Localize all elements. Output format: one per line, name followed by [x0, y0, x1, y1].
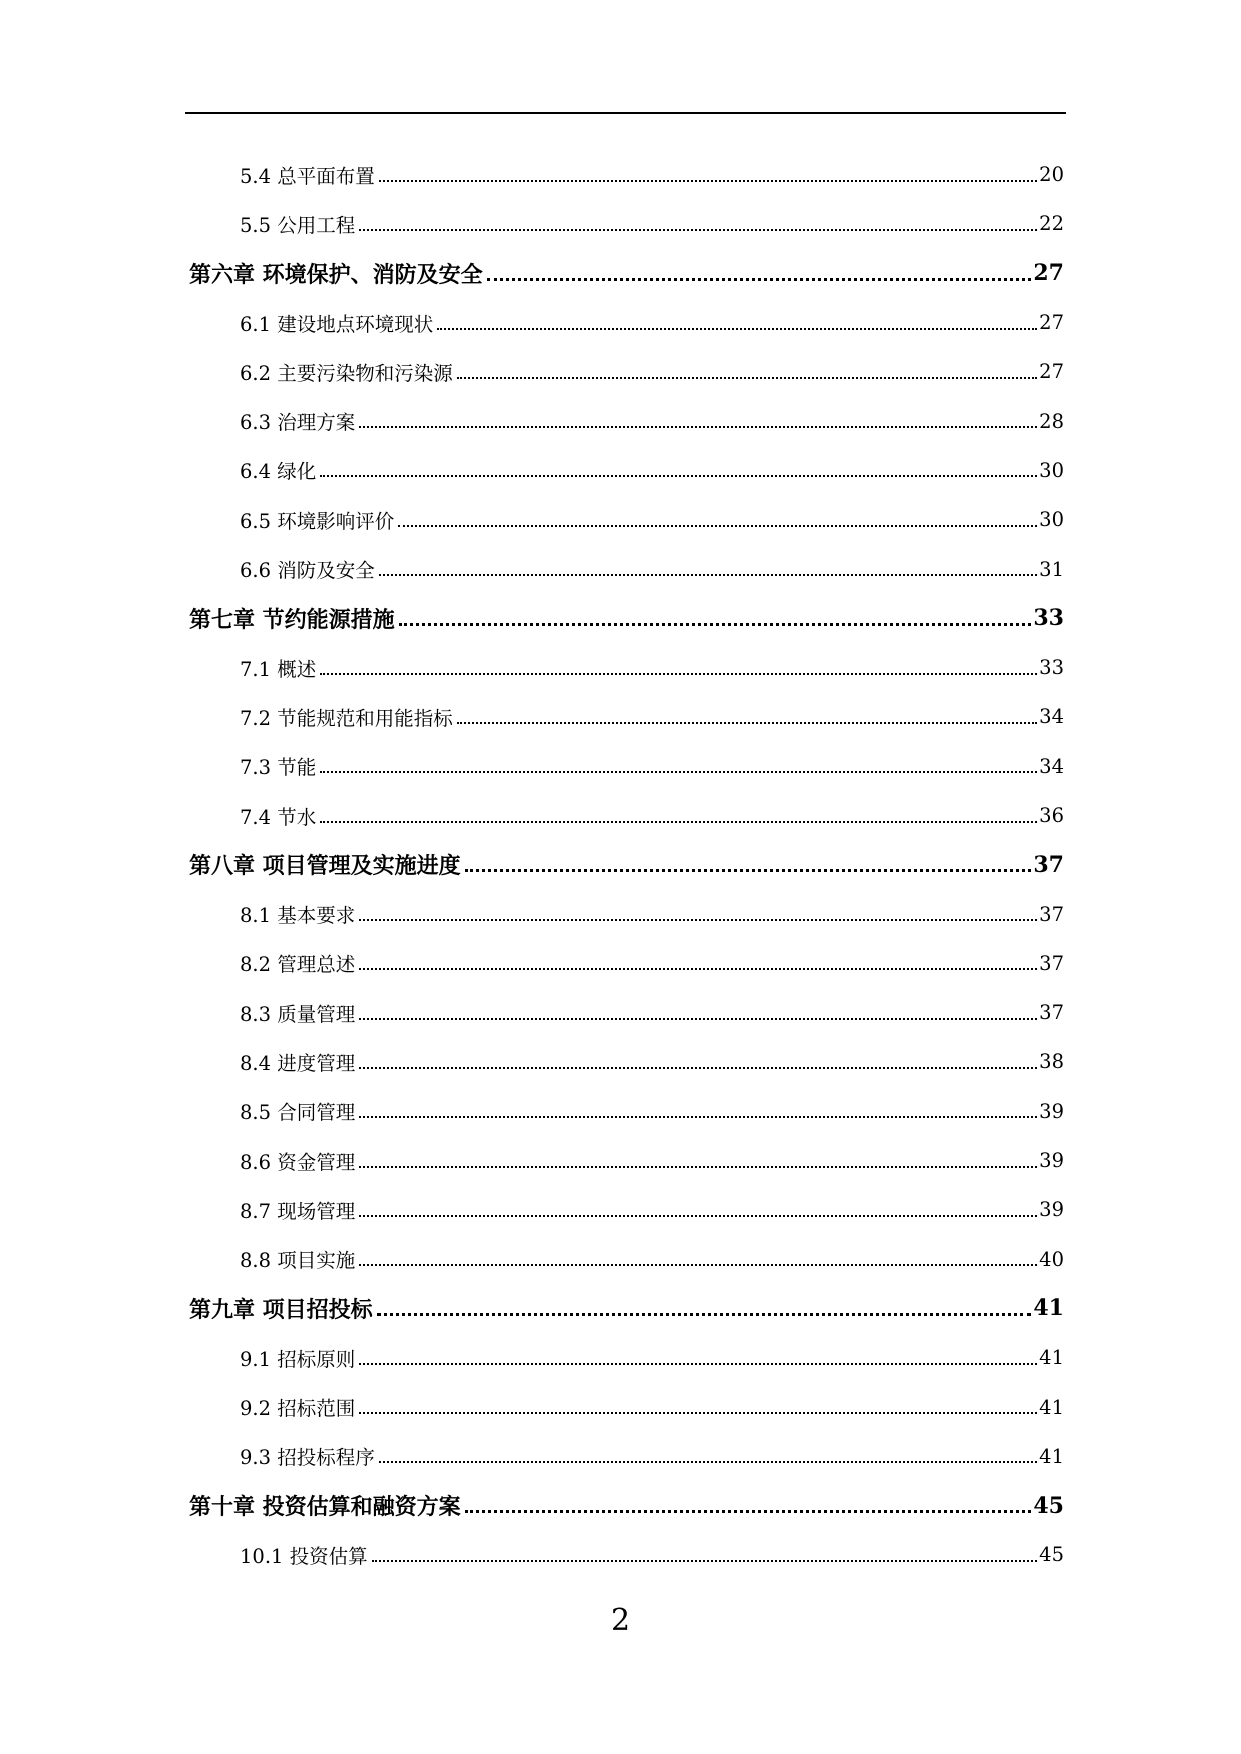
- toc-entry-page-number: 27: [1033, 260, 1064, 287]
- toc-dot-leader: [437, 328, 1037, 330]
- toc-entry-page-number: 28: [1039, 409, 1064, 433]
- toc-section-entry[interactable]: [240, 742, 1064, 791]
- toc-entry-page-number: 30: [1039, 458, 1064, 482]
- toc-entry-page-number: 20: [1039, 163, 1064, 187]
- toc-entry-page-number: 39: [1039, 1099, 1064, 1123]
- toc-dot-leader: [465, 869, 1032, 872]
- toc-chapter-entry[interactable]: [189, 1481, 1064, 1530]
- toc-section-entry[interactable]: [240, 298, 1064, 347]
- toc-dot-leader: [320, 821, 1037, 823]
- toc-entry-page-number: 33: [1039, 656, 1064, 680]
- toc-entry-title: 8.5 合同管理: [240, 1101, 356, 1125]
- toc-entry-page-number: 37: [1039, 902, 1064, 926]
- toc-dot-leader: [359, 426, 1037, 428]
- toc-dot-leader: [320, 673, 1037, 675]
- toc-entry-page-number: 37: [1039, 1001, 1064, 1025]
- toc-section-entry[interactable]: [240, 150, 1064, 199]
- toc-dot-leader: [320, 771, 1037, 773]
- toc-entry-title: 6.4 绿化: [240, 460, 317, 484]
- toc-entry-title: 8.3 质量管理: [240, 1002, 356, 1026]
- toc-section-entry[interactable]: [240, 347, 1064, 396]
- page-number: 2: [610, 1603, 631, 1638]
- toc-dot-leader: [359, 919, 1037, 921]
- toc-entry-title: 第六章 环境保护、消防及安全: [189, 261, 483, 288]
- toc-chapter-entry[interactable]: [189, 1284, 1064, 1333]
- toc-dot-leader: [320, 475, 1037, 477]
- toc-entry-page-number: 37: [1033, 851, 1064, 878]
- toc-section-entry[interactable]: [240, 1235, 1064, 1284]
- toc-section-entry[interactable]: [240, 988, 1064, 1037]
- toc-dot-leader: [359, 1264, 1037, 1266]
- toc-dot-leader: [359, 1166, 1037, 1168]
- toc-dot-leader: [359, 1363, 1037, 1365]
- toc-dot-leader: [399, 623, 1032, 626]
- toc-dot-leader: [457, 377, 1037, 379]
- toc-entry-title: 7.4 节水: [240, 805, 317, 829]
- toc-chapter-entry[interactable]: [189, 594, 1064, 643]
- toc-entry-title: 10.1 投资估算: [240, 1544, 368, 1568]
- toc-entry-title: 6.3 治理方案: [240, 411, 356, 435]
- toc-dot-leader: [372, 1560, 1038, 1562]
- toc-section-entry[interactable]: [240, 1530, 1064, 1579]
- toc-dot-leader: [379, 574, 1037, 576]
- toc-entry-page-number: 41: [1039, 1346, 1064, 1370]
- toc-entry-page-number: 41: [1039, 1444, 1064, 1468]
- toc-entry-title: 9.1 招标原则: [240, 1347, 356, 1371]
- toc-section-entry[interactable]: [240, 199, 1064, 248]
- toc-entry-page-number: 27: [1039, 360, 1064, 384]
- toc-entry-page-number: 45: [1033, 1492, 1064, 1519]
- table-of-contents: [0, 150, 1241, 1580]
- toc-section-entry[interactable]: [240, 1185, 1064, 1234]
- toc-section-entry[interactable]: [240, 939, 1064, 988]
- toc-entry-title: 9.2 招标范围: [240, 1397, 356, 1421]
- toc-entry-page-number: 41: [1039, 1395, 1064, 1419]
- toc-section-entry[interactable]: [240, 1382, 1064, 1431]
- toc-entry-page-number: 39: [1039, 1149, 1064, 1173]
- toc-entry-title: 8.4 进度管理: [240, 1051, 356, 1075]
- toc-entry-title: 8.8 项目实施: [240, 1249, 356, 1273]
- toc-entry-title: 7.3 节能: [240, 756, 317, 780]
- toc-entry-title: 6.2 主要污染物和污染源: [240, 361, 453, 385]
- toc-entry-title: 8.6 资金管理: [240, 1150, 356, 1174]
- toc-entry-title: 6.1 建设地点环境现状: [240, 312, 434, 336]
- toc-dot-leader: [359, 1215, 1037, 1217]
- toc-section-entry[interactable]: [240, 1432, 1064, 1481]
- toc-entry-page-number: 33: [1033, 605, 1064, 632]
- toc-dot-leader: [379, 180, 1037, 182]
- toc-dot-leader: [487, 278, 1032, 281]
- toc-entry-page-number: 37: [1039, 951, 1064, 975]
- toc-entry-title: 5.4 总平面布置: [240, 164, 375, 188]
- toc-section-entry[interactable]: [240, 791, 1064, 840]
- toc-entry-title: 5.5 公用工程: [240, 213, 356, 237]
- toc-entry-page-number: 38: [1039, 1050, 1064, 1074]
- toc-entry-title: 6.5 环境影响评价: [240, 509, 395, 533]
- toc-entry-title: 8.1 基本要求: [240, 904, 356, 928]
- toc-entry-title: 7.1 概述: [240, 657, 317, 681]
- toc-section-entry[interactable]: [240, 1333, 1064, 1382]
- toc-dot-leader: [359, 229, 1037, 231]
- toc-section-entry[interactable]: [240, 1087, 1064, 1136]
- toc-entry-title: 8.7 现场管理: [240, 1199, 356, 1223]
- toc-section-entry[interactable]: [240, 446, 1064, 495]
- toc-entry-title: 9.3 招投标程序: [240, 1446, 375, 1470]
- toc-entry-page-number: 31: [1039, 557, 1064, 581]
- toc-dot-leader: [377, 1313, 1032, 1316]
- toc-entry-title: 6.6 消防及安全: [240, 559, 375, 583]
- toc-section-entry[interactable]: [240, 1136, 1064, 1185]
- toc-entry-page-number: 34: [1039, 705, 1064, 729]
- toc-section-entry[interactable]: [240, 544, 1064, 593]
- toc-entry-page-number: 22: [1039, 212, 1064, 236]
- toc-section-entry[interactable]: [240, 889, 1064, 938]
- toc-entry-title: 8.2 管理总述: [240, 953, 356, 977]
- toc-chapter-entry[interactable]: [189, 249, 1064, 298]
- toc-dot-leader: [379, 1461, 1037, 1463]
- toc-entry-page-number: 39: [1039, 1198, 1064, 1222]
- toc-dot-leader: [359, 1067, 1037, 1069]
- toc-entry-title: 7.2 节能规范和用能指标: [240, 706, 453, 730]
- toc-dot-leader: [359, 1018, 1037, 1020]
- toc-section-entry[interactable]: [240, 495, 1064, 544]
- toc-dot-leader: [398, 525, 1037, 527]
- toc-entry-title: 第七章 节约能源措施: [189, 606, 395, 633]
- toc-entry-page-number: 30: [1039, 508, 1064, 532]
- toc-entry-title: 第八章 项目管理及实施进度: [189, 853, 461, 880]
- toc-entry-page-number: 45: [1039, 1543, 1064, 1567]
- header-rule: [185, 112, 1066, 114]
- toc-section-entry[interactable]: [240, 692, 1064, 741]
- toc-section-entry[interactable]: [240, 643, 1064, 692]
- toc-dot-leader: [359, 968, 1037, 970]
- toc-entry-title: 第十章 投资估算和融资方案: [189, 1494, 461, 1521]
- toc-entry-page-number: 27: [1039, 311, 1064, 335]
- toc-entry-page-number: 36: [1039, 804, 1064, 827]
- toc-entry-page-number: 40: [1039, 1247, 1064, 1271]
- toc-entry-page-number: 34: [1039, 754, 1064, 778]
- toc-dot-leader: [359, 1116, 1037, 1118]
- toc-section-entry[interactable]: [240, 396, 1064, 445]
- toc-dot-leader: [457, 722, 1037, 724]
- toc-dot-leader: [359, 1412, 1037, 1414]
- toc-entry-page-number: 41: [1033, 1295, 1064, 1322]
- toc-dot-leader: [465, 1510, 1032, 1513]
- toc-entry-title: 第九章 项目招投标: [189, 1296, 373, 1323]
- toc-chapter-entry[interactable]: [189, 840, 1064, 889]
- toc-section-entry[interactable]: [240, 1037, 1064, 1086]
